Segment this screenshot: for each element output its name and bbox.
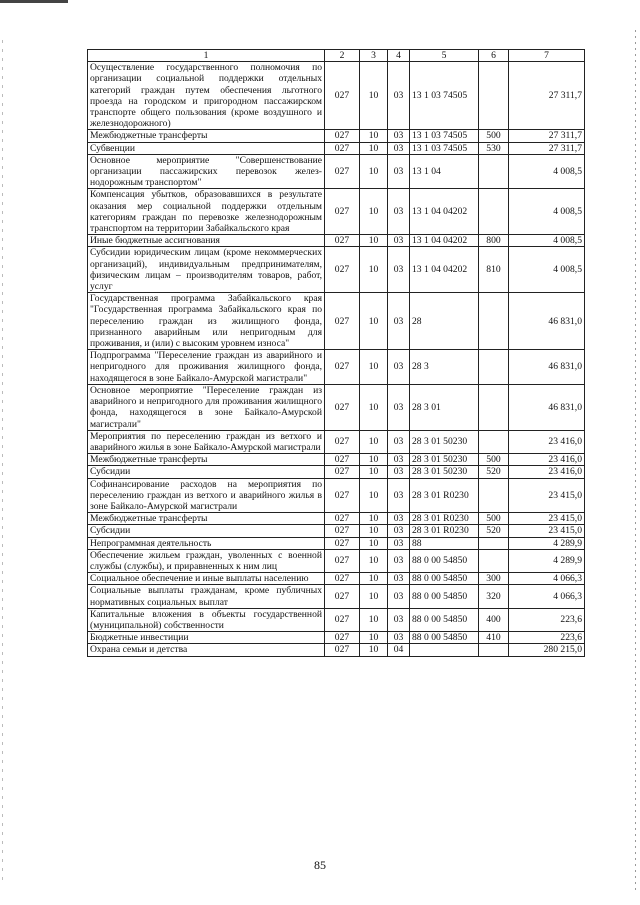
cell-vr: 500: [479, 130, 509, 142]
cell-csr: 28 3 01 R0230: [410, 525, 479, 537]
cell-csr: 88: [410, 537, 479, 549]
cell-grbs: 027: [325, 430, 360, 453]
cell-sum: 46 831,0: [509, 384, 585, 430]
cell-name: Субсидии: [88, 525, 325, 537]
cell-vr: [479, 644, 509, 656]
cell-vr: 800: [479, 235, 509, 247]
page-number: 85: [314, 858, 326, 872]
table-row: [88, 384, 585, 430]
col-header-name: 1: [88, 50, 325, 62]
cell-sum: 46 831,0: [509, 350, 585, 385]
cell-rz: 10: [360, 350, 388, 385]
cell-rz: 10: [360, 525, 388, 537]
cell-vr: [479, 384, 509, 430]
cell-csr: 28 3 01 50230: [410, 454, 479, 466]
col-header-rz: 3: [360, 50, 388, 62]
cell-name: Субсидии: [88, 466, 325, 478]
cell-grbs: 027: [325, 585, 360, 608]
cell-sum: 4 008,5: [509, 189, 585, 235]
table-row: [88, 293, 585, 350]
col-header-vr: 6: [479, 50, 509, 62]
cell-rz: 10: [360, 466, 388, 478]
table-row: [88, 62, 585, 130]
cell-rz: 10: [360, 247, 388, 293]
cell-rz: 10: [360, 608, 388, 631]
cell-name: Субвенции: [88, 142, 325, 154]
cell-rz: 10: [360, 573, 388, 585]
cell-sum: 4 008,5: [509, 154, 585, 189]
cell-vr: [479, 154, 509, 189]
cell-pr: 03: [388, 513, 410, 525]
cell-name: Государственная программа Забайкальского края "Государственная программа Забайкальского края по переселению граждан из жилищного фонда, признанного аварийным или непригодным для проживания, и (или) с высоким уровнем износа": [88, 293, 325, 350]
cell-csr: 13 1 04 04202: [410, 235, 479, 247]
table-row: [88, 154, 585, 189]
cell-rz: 10: [360, 235, 388, 247]
cell-grbs: 027: [325, 644, 360, 656]
cell-sum: 4 008,5: [509, 247, 585, 293]
cell-vr: [479, 189, 509, 235]
table-row: [88, 454, 585, 466]
cell-grbs: 027: [325, 293, 360, 350]
cell-rz: 10: [360, 537, 388, 549]
cell-name: Обеспечение жильем граждан, уволенных с военной службы (службы), и приравненных к ним лиц: [88, 549, 325, 572]
cell-name: Капитальные вложения в объекты государственной (муниципальной) собственности: [88, 608, 325, 631]
cell-pr: 03: [388, 350, 410, 385]
cell-vr: [479, 478, 509, 513]
table-row: [88, 430, 585, 453]
cell-name: Основное мероприятие "Переселение граждан из аварийного и непригодного для проживания жилищного фонда, находящегося в зоне Байкало-Амурской магистрали": [88, 384, 325, 430]
cell-rz: 10: [360, 585, 388, 608]
cell-sum: 23 416,0: [509, 430, 585, 453]
cell-rz: 10: [360, 62, 388, 130]
cell-vr: 530: [479, 142, 509, 154]
cell-name: Межбюджетные трансферты: [88, 130, 325, 142]
cell-pr: 03: [388, 478, 410, 513]
cell-vr: 520: [479, 525, 509, 537]
table-row: [88, 350, 585, 385]
cell-sum: 4 066,3: [509, 585, 585, 608]
cell-pr: 03: [388, 189, 410, 235]
cell-pr: 03: [388, 293, 410, 350]
cell-pr: 03: [388, 632, 410, 644]
cell-sum: 46 831,0: [509, 293, 585, 350]
cell-csr: 13 1 03 74505: [410, 130, 479, 142]
cell-name: Охрана семьи и детства: [88, 644, 325, 656]
cell-pr: 03: [388, 549, 410, 572]
cell-pr: 04: [388, 644, 410, 656]
table-row: [88, 466, 585, 478]
cell-csr: 28 3 01 R0230: [410, 513, 479, 525]
cell-name: Осуществление государственного полномочия по организации социальной поддержки отдельных категорий граждан путем обеспечения льготного проезда на городском и пригородном пассажирском транспорте общего пользования (кроме воздушного и железнодорожного): [88, 62, 325, 130]
cell-vr: 500: [479, 454, 509, 466]
table-row: [88, 189, 585, 235]
table-row: [88, 525, 585, 537]
cell-grbs: 027: [325, 189, 360, 235]
cell-csr: 28 3 01 50230: [410, 430, 479, 453]
cell-sum: 23 415,0: [509, 525, 585, 537]
cell-name: Межбюджетные трансферты: [88, 513, 325, 525]
table-row: [88, 585, 585, 608]
cell-csr: 88 0 00 54850: [410, 573, 479, 585]
cell-csr: 88 0 00 54850: [410, 608, 479, 631]
cell-name: Мероприятия по переселению граждан из ветхого и аварийного жилья в зоне Байкало-Амурской магистрали: [88, 430, 325, 453]
cell-pr: 03: [388, 585, 410, 608]
cell-vr: 520: [479, 466, 509, 478]
table-row: [88, 235, 585, 247]
cell-rz: 10: [360, 632, 388, 644]
cell-rz: 10: [360, 513, 388, 525]
cell-sum: 4 008,5: [509, 235, 585, 247]
cell-pr: 03: [388, 466, 410, 478]
table-row: [88, 549, 585, 572]
cell-name: Компенсация убытков, образовавшихся в результате оказания мер социальной поддержки отдельным категориям граждан по перевозке железнодорожным транспортом на территории Забайкальского края: [88, 189, 325, 235]
cell-rz: 10: [360, 454, 388, 466]
cell-name: Социальные выплаты гражданам, кроме публичных нормативных социальных выплат: [88, 585, 325, 608]
cell-vr: 400: [479, 608, 509, 631]
cell-csr: 13 1 04 04202: [410, 189, 479, 235]
cell-rz: 10: [360, 130, 388, 142]
cell-sum: 27 311,7: [509, 62, 585, 130]
cell-grbs: 027: [325, 525, 360, 537]
cell-name: Социальное обеспечение и иные выплаты населению: [88, 573, 325, 585]
scan-artifact-right-edge: [635, 30, 636, 890]
cell-grbs: 027: [325, 142, 360, 154]
cell-pr: 03: [388, 62, 410, 130]
table-body: [88, 62, 585, 656]
cell-sum: 27 311,7: [509, 130, 585, 142]
cell-grbs: 027: [325, 454, 360, 466]
cell-sum: 23 416,0: [509, 454, 585, 466]
cell-grbs: 027: [325, 573, 360, 585]
cell-grbs: 027: [325, 247, 360, 293]
cell-vr: [479, 350, 509, 385]
table-row: [88, 513, 585, 525]
cell-rz: 10: [360, 293, 388, 350]
table-header-row: [88, 50, 585, 62]
table-row: [88, 573, 585, 585]
table-row: [88, 142, 585, 154]
cell-name: Основное мероприятие "Совершенствование организации пассажирских перевозок железнодорожным транспортом": [88, 154, 325, 189]
cell-csr: 88 0 00 54850: [410, 549, 479, 572]
cell-csr: [410, 644, 479, 656]
cell-pr: 03: [388, 573, 410, 585]
cell-sum: 23 415,0: [509, 513, 585, 525]
cell-csr: 13 1 04: [410, 154, 479, 189]
cell-csr: 28 3 01: [410, 384, 479, 430]
cell-grbs: 027: [325, 478, 360, 513]
cell-name: Иные бюджетные ассигнования: [88, 235, 325, 247]
cell-sum: 27 311,7: [509, 142, 585, 154]
col-header-grbs: 2: [325, 50, 360, 62]
cell-vr: 500: [479, 513, 509, 525]
table-row: [88, 537, 585, 549]
cell-pr: 03: [388, 130, 410, 142]
cell-vr: [479, 62, 509, 130]
cell-grbs: 027: [325, 235, 360, 247]
table-row: [88, 632, 585, 644]
cell-grbs: 027: [325, 62, 360, 130]
cell-sum: 223,6: [509, 632, 585, 644]
cell-grbs: 027: [325, 537, 360, 549]
scan-artifact-top: [0, 0, 68, 3]
cell-sum: 4 066,3: [509, 573, 585, 585]
cell-grbs: 027: [325, 513, 360, 525]
cell-vr: 410: [479, 632, 509, 644]
cell-name: Софинансирование расходов на мероприятия по переселению граждан из ветхого и аварийного жилья в зоне Байкало-Амурской магистрали: [88, 478, 325, 513]
table-row: [88, 644, 585, 656]
cell-pr: 03: [388, 608, 410, 631]
cell-csr: 13 1 04 04202: [410, 247, 479, 293]
cell-pr: 03: [388, 235, 410, 247]
cell-vr: [479, 549, 509, 572]
cell-pr: 03: [388, 384, 410, 430]
cell-rz: 10: [360, 189, 388, 235]
cell-sum: 23 416,0: [509, 466, 585, 478]
cell-vr: 810: [479, 247, 509, 293]
cell-grbs: 027: [325, 130, 360, 142]
cell-grbs: 027: [325, 350, 360, 385]
cell-pr: 03: [388, 525, 410, 537]
cell-vr: [479, 537, 509, 549]
cell-sum: 280 215,0: [509, 644, 585, 656]
cell-pr: 03: [388, 142, 410, 154]
table-row: [88, 608, 585, 631]
cell-vr: [479, 293, 509, 350]
cell-rz: 10: [360, 384, 388, 430]
cell-grbs: 027: [325, 466, 360, 478]
cell-grbs: 027: [325, 632, 360, 644]
cell-rz: 10: [360, 644, 388, 656]
cell-grbs: 027: [325, 154, 360, 189]
table-row: [88, 478, 585, 513]
cell-name: Непрограммная деятельность: [88, 537, 325, 549]
cell-name: Бюджетные инвестиции: [88, 632, 325, 644]
cell-csr: 28 3 01 R0230: [410, 478, 479, 513]
cell-vr: 320: [479, 585, 509, 608]
cell-csr: 28: [410, 293, 479, 350]
cell-sum: 23 415,0: [509, 478, 585, 513]
table-row: [88, 130, 585, 142]
col-header-sum: 7: [509, 50, 585, 62]
cell-rz: 10: [360, 142, 388, 154]
cell-grbs: 027: [325, 549, 360, 572]
cell-name: Межбюджетные трансферты: [88, 454, 325, 466]
cell-csr: 13 1 03 74505: [410, 62, 479, 130]
cell-csr: 28 3 01 50230: [410, 466, 479, 478]
cell-rz: 10: [360, 478, 388, 513]
cell-csr: 13 1 03 74505: [410, 142, 479, 154]
cell-csr: 88 0 00 54850: [410, 585, 479, 608]
cell-sum: 223,6: [509, 608, 585, 631]
cell-vr: 300: [479, 573, 509, 585]
scan-artifact-left-edge: [2, 40, 3, 880]
cell-pr: 03: [388, 454, 410, 466]
cell-rz: 10: [360, 430, 388, 453]
table-row: [88, 247, 585, 293]
col-header-pr: 4: [388, 50, 410, 62]
cell-pr: 03: [388, 154, 410, 189]
cell-vr: [479, 430, 509, 453]
cell-pr: 03: [388, 247, 410, 293]
cell-pr: 03: [388, 430, 410, 453]
cell-rz: 10: [360, 154, 388, 189]
cell-pr: 03: [388, 537, 410, 549]
cell-sum: 4 289,9: [509, 549, 585, 572]
cell-rz: 10: [360, 549, 388, 572]
cell-grbs: 027: [325, 384, 360, 430]
budget-table: [87, 49, 585, 657]
cell-name: Подпрограмма "Переселение граждан из аварийного и непригодного для проживания жилищного фонда, находящегося в зоне Байкало-Амурской магистрали": [88, 350, 325, 385]
cell-name: Субсидии юридическим лицам (кроме некоммерческих организаций), индивидуальным предпринимателям, физическим лицам – производителям товаров, работ, услуг: [88, 247, 325, 293]
cell-csr: 28 3: [410, 350, 479, 385]
cell-csr: 88 0 00 54850: [410, 632, 479, 644]
cell-grbs: 027: [325, 608, 360, 631]
cell-sum: 4 289,9: [509, 537, 585, 549]
col-header-csr: 5: [410, 50, 479, 62]
